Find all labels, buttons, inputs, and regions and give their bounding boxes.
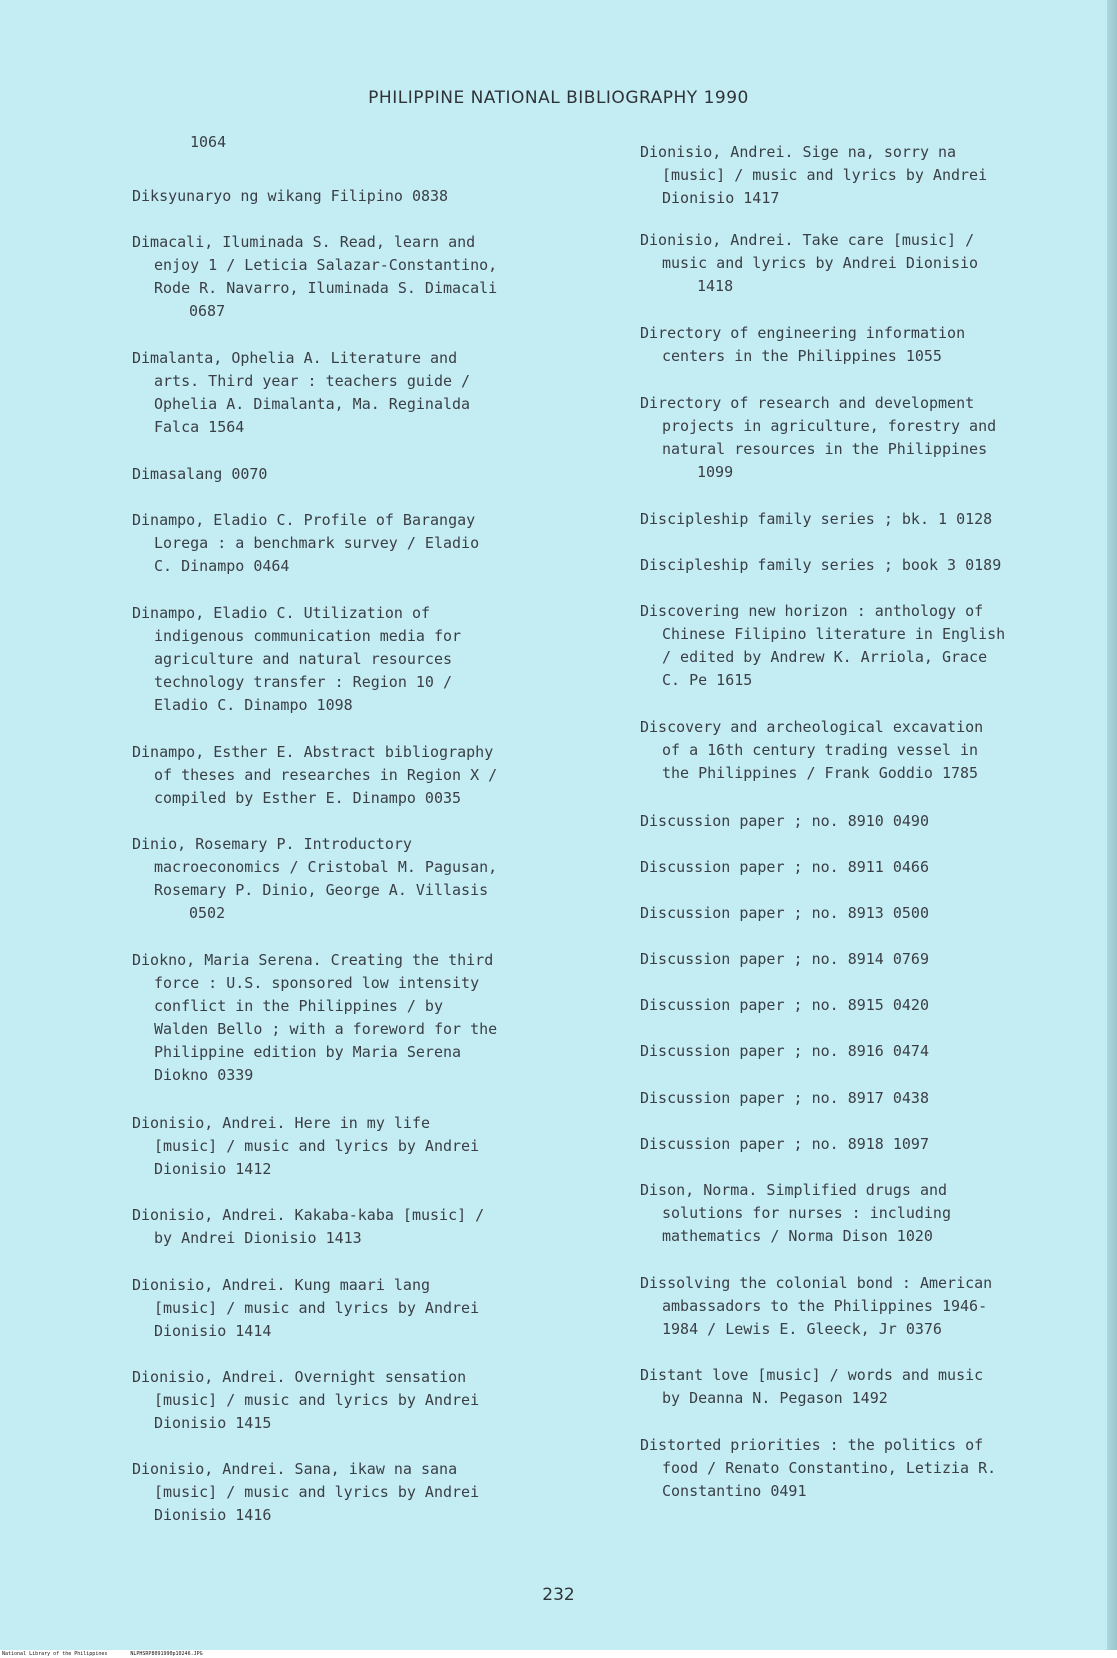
- entry-line: 1064: [190, 133, 227, 151]
- entry-line: projects in agriculture, forestry and: [662, 417, 997, 435]
- entry-line: Discovery and archeological excavation: [640, 718, 984, 736]
- bibliography-entry: [640, 229, 978, 298]
- entry-line: Dimasalang 0070: [132, 465, 268, 483]
- entry-line: music and lyrics by Andrei Dionisio: [662, 254, 979, 272]
- bibliography-entry: [640, 856, 929, 879]
- bibliography-entry: [132, 833, 497, 925]
- entry-line: by Deanna N. Pegason 1492: [662, 1389, 888, 1407]
- bibliography-entry: [640, 1434, 996, 1503]
- footer-library: National Library of the Philippines: [2, 1651, 108, 1657]
- entry-line: Dionisio 1412: [154, 1160, 272, 1178]
- entry-line: [music] / music and lyrics by Andrei: [154, 1483, 480, 1501]
- bibliography-entry: [132, 1274, 479, 1343]
- entry-line: [music] / music and lyrics by Andrei: [662, 166, 988, 184]
- entry-line: Dionisio, Andrei. Kung maari lang: [132, 1276, 431, 1294]
- bibliography-entry: [132, 1458, 479, 1527]
- entry-line: Dionisio, Andrei. Kakaba-kaba [music] /: [132, 1206, 485, 1224]
- entry-line: Discussion paper ; no. 8916 0474: [640, 1042, 929, 1060]
- bibliography-entry: [132, 741, 497, 810]
- entry-line: Distant love [music] / words and music: [640, 1366, 984, 1384]
- entry-line: Discipleship family series ; bk. 1 0128: [640, 510, 993, 528]
- entry-line: Discipleship family series ; book 3 0189: [640, 556, 1002, 574]
- entry-line: conflict in the Philippines / by: [154, 997, 443, 1015]
- entry-line: 0502: [189, 904, 226, 922]
- entry-line: Lorega : a benchmark survey / Eladio: [154, 534, 480, 552]
- entry-line: force : U.S. sponsored low intensity: [154, 974, 480, 992]
- entry-line: Dionisio 1414: [154, 1322, 272, 1340]
- entry-line: [music] / music and lyrics by Andrei: [154, 1391, 480, 1409]
- entry-line: Discussion paper ; no. 8911 0466: [640, 858, 929, 876]
- bibliography-entry: [132, 1112, 479, 1181]
- bibliography-entry: [640, 600, 1005, 692]
- entry-line: Dionisio 1417: [662, 189, 780, 207]
- entry-line: C. Pe 1615: [662, 671, 753, 689]
- entry-line: Dinio, Rosemary P. Introductory: [132, 835, 412, 853]
- entry-line: Rode R. Navarro, Iluminada S. Dimacali: [154, 279, 498, 297]
- entry-line: Dionisio 1415: [154, 1414, 272, 1432]
- entry-line: Dionisio, Andrei. Sana, ikaw na sana: [132, 1460, 458, 1478]
- bibliography-entry: [132, 949, 497, 1087]
- entry-line: ambassadors to the Philippines 1946-: [662, 1297, 988, 1315]
- bibliography-entry: [640, 902, 929, 925]
- bibliography-entry: [640, 1040, 929, 1063]
- entry-line: Falca 1564: [154, 418, 245, 436]
- entry-line: Philippine edition by Maria Serena: [154, 1043, 462, 1061]
- entry-line: Discussion paper ; no. 8915 0420: [640, 996, 929, 1014]
- bibliography-entry: [132, 463, 267, 486]
- entry-line: compiled by Esther E. Dinampo 0035: [154, 789, 462, 807]
- entry-line: Constantino 0491: [662, 1482, 807, 1500]
- bibliography-entry: [132, 1204, 484, 1250]
- entry-line: Dionisio, Andrei. Here in my life: [132, 1114, 431, 1132]
- bibliography-entry: [640, 322, 965, 368]
- entry-line: 0687: [189, 302, 226, 320]
- page-title: PHILIPPINE NATIONAL BIBLIOGRAPHY 1990: [368, 88, 749, 108]
- bibliography-entry: [640, 716, 983, 785]
- bibliography-entry: [640, 948, 929, 971]
- entry-line: Eladio C. Dinampo 1098: [154, 696, 353, 714]
- entry-line: Dionisio, Andrei. Sige na, sorry na: [640, 143, 957, 161]
- entry-line: Dimacali, Iluminada S. Read, learn and: [132, 233, 476, 251]
- entry-line: Directory of research and development: [640, 394, 975, 412]
- bibliography-entry: [640, 810, 929, 833]
- entry-line: [music] / music and lyrics by Andrei: [154, 1299, 480, 1317]
- entry-line: natural resources in the Philippines: [662, 440, 988, 458]
- bibliography-entry: [132, 231, 497, 323]
- entry-line: mathematics / Norma Dison 1020: [662, 1227, 933, 1245]
- entry-line: 1418: [697, 277, 734, 295]
- entry-line: Dissolving the colonial bond : American: [640, 1274, 993, 1292]
- entry-line: Dison, Norma. Simplified drugs and: [640, 1181, 948, 1199]
- bibliography-entry: [132, 347, 470, 439]
- entry-line: by Andrei Dionisio 1413: [154, 1229, 362, 1247]
- bibliography-entry: [190, 131, 226, 154]
- bibliography-entry: [640, 392, 996, 484]
- entry-line: Walden Bello ; with a foreword for the: [154, 1020, 498, 1038]
- entry-line: Dionisio, Andrei. Take care [music] /: [640, 231, 975, 249]
- entry-line: Diokno, Maria Serena. Creating the third: [132, 951, 494, 969]
- bibliography-entry: [640, 1364, 983, 1410]
- bibliography-entry: [640, 1272, 992, 1341]
- bibliography-entry: [132, 602, 461, 717]
- bibliography-entry: [640, 141, 987, 210]
- entry-line: Directory of engineering information: [640, 324, 966, 342]
- bibliography-entry: [640, 1133, 929, 1156]
- entry-line: indigenous communication media for: [154, 627, 462, 645]
- bibliography-entry: [640, 508, 992, 531]
- entry-line: solutions for nurses : including: [662, 1204, 951, 1222]
- entry-line: centers in the Philippines 1055: [662, 347, 942, 365]
- entry-line: the Philippines / Frank Goddio 1785: [662, 764, 979, 782]
- entry-line: Dimalanta, Ophelia A. Literature and: [132, 349, 458, 367]
- bibliography-entry: [640, 1179, 951, 1248]
- entry-line: [music] / music and lyrics by Andrei: [154, 1137, 480, 1155]
- entry-line: Discussion paper ; no. 8910 0490: [640, 812, 929, 830]
- entry-line: agriculture and natural resources: [154, 650, 453, 668]
- entry-line: of theses and researches in Region X /: [154, 766, 498, 784]
- entry-line: 1984 / Lewis E. Gleeck, Jr 0376: [662, 1320, 942, 1338]
- entry-line: / edited by Andrew K. Arriola, Grace: [662, 648, 988, 666]
- entry-line: Discussion paper ; no. 8917 0438: [640, 1089, 929, 1107]
- bibliography-entry: [640, 1087, 929, 1110]
- entry-line: Dionisio, Andrei. Overnight sensation: [132, 1368, 467, 1386]
- entry-line: C. Dinampo 0464: [154, 557, 290, 575]
- entry-line: Ophelia A. Dimalanta, Ma. Reginalda: [154, 395, 471, 413]
- entry-line: of a 16th century trading vessel in: [662, 741, 979, 759]
- entry-line: Dinampo, Esther E. Abstract bibliography: [132, 743, 494, 761]
- scan-footer: [0, 1650, 1117, 1658]
- bibliography-entry: [640, 994, 929, 1017]
- bibliography-entry: [132, 185, 448, 208]
- bibliography-entry: [132, 509, 479, 578]
- entry-line: Diokno 0339: [154, 1066, 254, 1084]
- footer-filename: NLPHSRP8091990p10246.JPG: [130, 1651, 203, 1657]
- page-edge-shadow: [1107, 0, 1117, 1658]
- bibliography-entry: [132, 1366, 479, 1435]
- entry-line: enjoy 1 / Leticia Salazar-Constantino,: [154, 256, 498, 274]
- entry-line: Chinese Filipino literature in English: [662, 625, 1006, 643]
- entry-line: Dionisio 1416: [154, 1506, 272, 1524]
- entry-line: Distorted priorities : the politics of: [640, 1436, 984, 1454]
- entry-line: Discussion paper ; no. 8913 0500: [640, 904, 929, 922]
- entry-line: arts. Third year : teachers guide /: [154, 372, 471, 390]
- entry-line: Discussion paper ; no. 8914 0769: [640, 950, 929, 968]
- entry-line: Discovering new horizon : anthology of: [640, 602, 984, 620]
- entry-line: Discussion paper ; no. 8918 1097: [640, 1135, 929, 1153]
- bibliography-entry: [640, 554, 1001, 577]
- entry-line: Dinampo, Eladio C. Profile of Barangay: [132, 511, 476, 529]
- entry-line: 1099: [697, 463, 734, 481]
- entry-line: Dinampo, Eladio C. Utilization of: [132, 604, 431, 622]
- entry-line: macroeconomics / Cristobal M. Pagusan,: [154, 858, 498, 876]
- entry-line: technology transfer : Region 10 /: [154, 673, 453, 691]
- entry-line: Diksyunaryo ng wikang Filipino 0838: [132, 187, 449, 205]
- page-number: 232: [542, 1585, 575, 1605]
- entry-line: Rosemary P. Dinio, George A. Villasis: [154, 881, 489, 899]
- entry-line: food / Renato Constantino, Letizia R.: [662, 1459, 997, 1477]
